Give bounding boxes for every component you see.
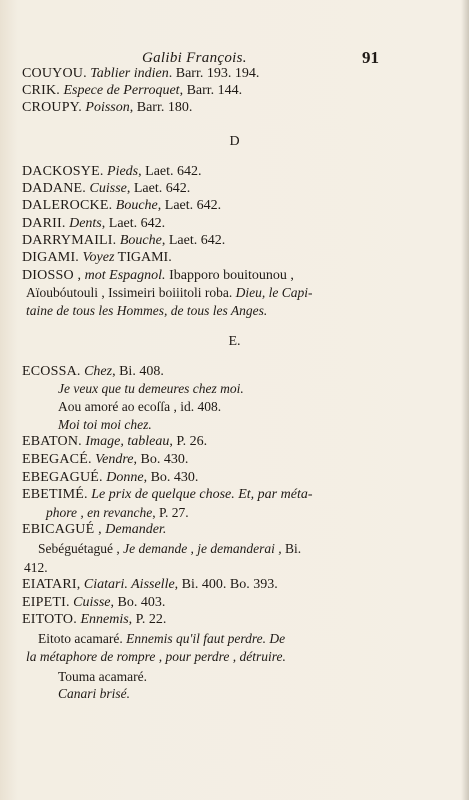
- entry-reference: , P. 22.: [128, 612, 167, 627]
- entry-reference: , Bo. 403.: [110, 595, 166, 610]
- entry-headword: DIGAMI.: [22, 250, 80, 265]
- entry-definition: Pieds: [107, 164, 139, 179]
- entry-headword: ECOSSA.: [22, 364, 81, 379]
- entry-definition: Chez: [80, 364, 113, 379]
- entry-headword: EITOTO.: [22, 612, 77, 627]
- entry-definition: Bouche: [119, 233, 162, 248]
- entry-definition: Tablier indien: [90, 66, 169, 81]
- entry-headword: EBATON.: [22, 434, 82, 449]
- entry-reference: , Laet. 642.: [126, 181, 191, 196]
- entry-definition: Espece de Perroquet: [63, 83, 180, 98]
- entry-example: Moi toi moi chez.: [58, 417, 152, 432]
- entry-example: Aïoubóutouli , Issimeiri boiiitoli roba.: [26, 285, 233, 300]
- entry-definition: Cuisse: [73, 595, 111, 610]
- entry-reference: , Bi. 400. Bo. 393.: [174, 577, 278, 592]
- entry-headword: DALEROCKE.: [22, 198, 113, 213]
- entry-definition: phore , en revanche: [46, 505, 153, 520]
- dictionary-entry: [22, 164, 452, 180]
- running-title: Galibi François.: [142, 50, 247, 66]
- page-number: 91: [362, 48, 379, 67]
- entry-headword: EIATARI,: [22, 577, 81, 592]
- entry-reference: , Laet. 642.: [101, 216, 166, 231]
- dictionary-entry: [22, 83, 452, 99]
- entry-example: [38, 631, 285, 647]
- section-letter-d: D: [229, 134, 240, 149]
- entry-headword: DACKOSYE.: [22, 164, 104, 179]
- dictionary-entry: [22, 250, 452, 266]
- entry-headword: COUYOU.: [22, 66, 87, 81]
- entry-reference: , Barr. 180.: [129, 100, 193, 115]
- entry-headword: CRIK.: [22, 83, 60, 98]
- dictionary-entry: [22, 181, 452, 197]
- dictionary-entry-diosso: [22, 268, 452, 284]
- entry-reference: , P. 27.: [152, 505, 189, 520]
- entry-example-native: Sebéguétagué ,: [38, 541, 120, 556]
- entry-example: Aou amoré ao ecoſſa , id. 408.: [58, 399, 222, 414]
- entry-continuation: la métaphore de rompre , pour perdre , détruire.: [26, 649, 286, 664]
- entry-example: Touma acamaré.: [58, 669, 148, 684]
- entry-definition: Vendre: [95, 452, 134, 467]
- entry-definition: Image, tableau: [85, 434, 170, 449]
- dictionary-entry: [22, 198, 452, 214]
- entry-headword: DARRYMAILI.: [22, 233, 117, 248]
- dictionary-entry: [22, 100, 452, 116]
- entry-headword: EBETIMÉ.: [22, 487, 88, 502]
- entry-headword: EIPETI.: [22, 595, 70, 610]
- entry-reference: , Bi. 408.: [112, 364, 164, 379]
- entry-continuation: [46, 505, 189, 521]
- entry-reference: , P. 26.: [169, 434, 208, 449]
- entry-example: [38, 541, 301, 557]
- entry-definition: Ciatari. Aisselle: [83, 577, 175, 592]
- entry-headword: DADANE.: [22, 181, 87, 196]
- entry-definition: Poisson: [85, 100, 130, 115]
- entry-reference: Bi.: [281, 541, 302, 556]
- dictionary-entry: [22, 434, 452, 450]
- entry-definition: Dents: [69, 216, 102, 231]
- entry-definition: Bouche: [115, 198, 158, 213]
- entry-definition: Demander.: [101, 522, 167, 537]
- entry-reference: , Bo. 430.: [143, 470, 199, 485]
- dictionary-entry: [22, 233, 452, 249]
- entry-definition: Voyez: [82, 250, 115, 265]
- dictionary-entry: [22, 470, 452, 486]
- entry-reference: , Laet. 642.: [138, 164, 202, 179]
- dictionary-entry: [22, 577, 452, 593]
- entry-reference: TIGAMI.: [114, 250, 172, 265]
- entry-example-native: Eitoto acamaré.: [38, 631, 123, 646]
- dictionary-entry: [22, 216, 452, 232]
- entry-headword: EBEGAGUÉ.: [22, 470, 103, 485]
- entry-reference: , Laet. 642.: [157, 198, 222, 213]
- page-edge-shadow: [461, 0, 469, 800]
- entry-headword: DIOSSO ,: [22, 268, 82, 283]
- entry-continuation: taine de tous les Hommes, de tous les Anges.: [26, 303, 268, 318]
- entry-example: Ibapporo bouitounou ,: [165, 268, 294, 283]
- entry-translation: Dieu, le Capi-: [232, 285, 313, 300]
- entry-continuation: [26, 285, 313, 301]
- dictionary-entry: [22, 66, 452, 82]
- entry-headword: CROUPY.: [22, 100, 82, 115]
- dictionary-entry-ebicague: [22, 522, 452, 538]
- entry-reference: . Barr. 193. 194.: [168, 66, 260, 81]
- entry-definition: Le prix de quelque chose. Et, par méta-: [87, 487, 313, 502]
- entry-definition: Ennemis: [80, 612, 129, 627]
- dictionary-entry: [22, 595, 452, 611]
- entry-definition: Donne: [106, 470, 144, 485]
- section-letter-e: E.: [228, 334, 241, 349]
- entry-continuation: 412.: [24, 560, 48, 575]
- entry-headword: EBEGACÉ.: [22, 452, 92, 467]
- entry-definition: Cuisse: [89, 181, 127, 196]
- dictionary-entry-ecossa: [22, 364, 452, 380]
- entry-example: Je veux que tu demeures chez moi.: [58, 381, 244, 396]
- entry-reference: , Bo. 430.: [133, 452, 189, 467]
- dictionary-entry-ebetime: [22, 487, 452, 503]
- entry-example-translation: Je demande , je demanderai ,: [119, 541, 282, 556]
- dictionary-entry: [22, 612, 452, 628]
- entry-headword: EBICAGUÉ ,: [22, 522, 102, 537]
- entry-definition: mot Espagnol.: [81, 268, 166, 283]
- entry-example: Canari brisé.: [58, 686, 131, 701]
- entry-reference: , Laet. 642.: [161, 233, 226, 248]
- entry-headword: DARII.: [22, 216, 66, 231]
- dictionary-entry: [22, 452, 452, 468]
- entry-reference: , Barr. 144.: [179, 83, 243, 98]
- entry-example-translation: Ennemis qu'il faut perdre. De: [122, 631, 286, 646]
